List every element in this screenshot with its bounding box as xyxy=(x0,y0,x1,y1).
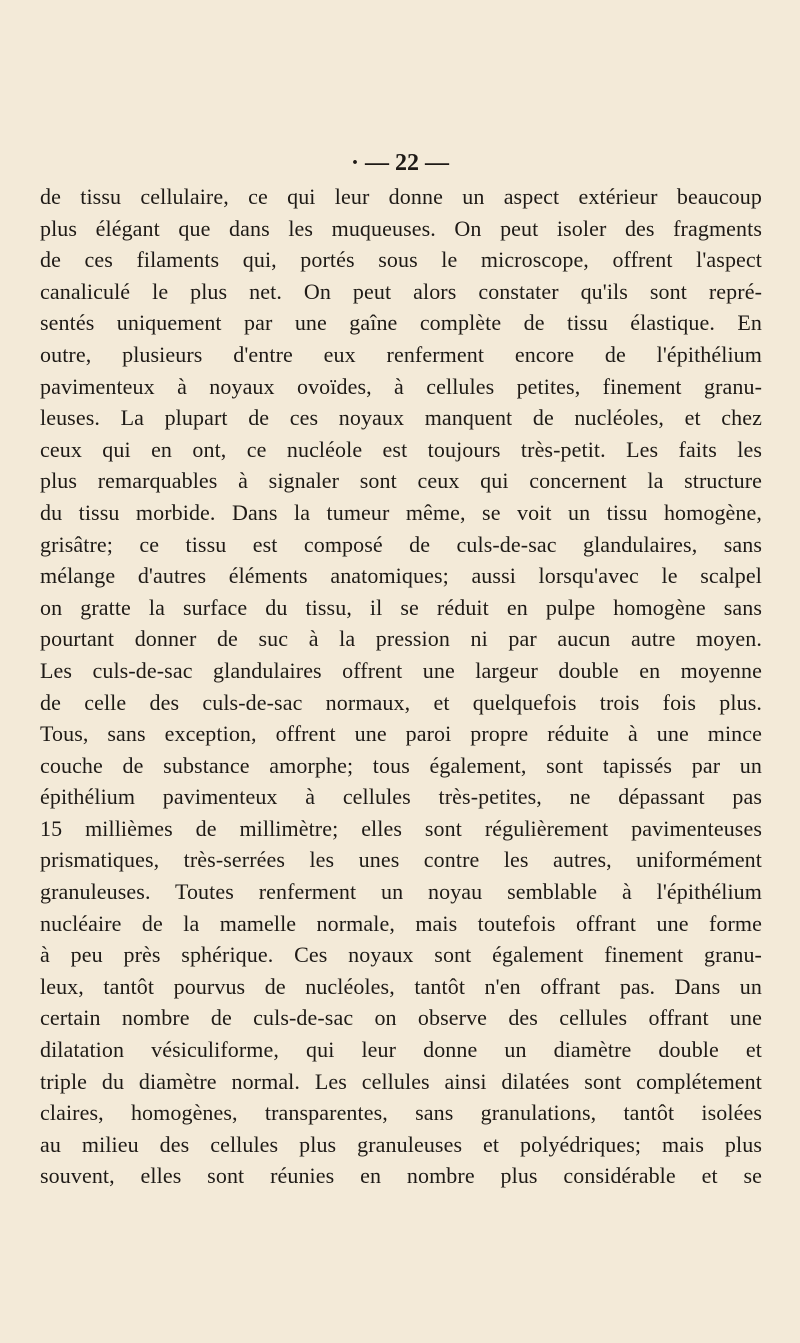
text-line: de tissu cellulaire, ce qui leur donne un aspect extérieur beaucoup xyxy=(40,184,762,209)
text-line: leuses. La plupart de ces noyaux manquent de nucléoles, et chez xyxy=(40,405,762,431)
text-line: sentés uniquement par une gaîne complète de tissu élastique. En xyxy=(40,310,762,336)
body-text xyxy=(40,181,762,1192)
text-line: couche de substance amorphe; tous également, sont tapissés par un xyxy=(40,752,762,778)
text-line: prismatiques, très-serrées les unes contre les autres, uniformément xyxy=(40,847,762,873)
text-line: Les culs-de-sac glandulaires offrent une largeur double en moyenne xyxy=(40,657,762,683)
text-line: dilatation vésiculiforme, qui leur donne un diamètre double et xyxy=(40,1037,762,1063)
text-line: au milieu des cellules plus granuleuses et polyédriques; mais plus xyxy=(40,1131,762,1157)
text-line: grisâtre; ce tissu est composé de culs-de-sac glandulaires, sans xyxy=(40,531,762,557)
text-line: nucléaire de la mamelle normale, mais toutefois offrant une forme xyxy=(40,910,762,936)
text-line: à peu près sphérique. Ces noyaux sont également finement granu- xyxy=(40,942,762,968)
text-line: pavimenteux à noyaux ovoïdes, à cellules petites, finement granu- xyxy=(40,373,762,399)
text-line: de celle des culs-de-sac normaux, et quelquefois trois fois plus. xyxy=(40,689,762,715)
text-line: mélange d'autres éléments anatomiques; aussi lorsqu'avec le scalpel xyxy=(40,563,762,589)
text-line: de ces filaments qui, portés sous le microscope, offrent l'aspect xyxy=(40,247,762,273)
text-line: pourtant donner de suc à la pression ni par aucun autre moyen. xyxy=(40,626,762,652)
text-line: claires, homogènes, transparentes, sans granulations, tantôt isolées xyxy=(40,1100,762,1126)
text-line: triple du diamètre normal. Les cellules ainsi dilatées sont complétement xyxy=(40,1068,762,1094)
text-line: souvent, elles sont réunies en nombre plus considérable et se xyxy=(40,1163,762,1189)
text-line: plus remarquables à signaler sont ceux qui concernent la structure xyxy=(40,468,762,494)
text-line: certain nombre de culs-de-sac on observe des cellules offrant une xyxy=(40,1005,762,1031)
text-line: outre, plusieurs d'entre eux renferment encore de l'épithélium xyxy=(40,341,762,367)
text-line: leux, tantôt pourvus de nucléoles, tantôt n'en offrant pas. Dans un xyxy=(40,973,762,999)
text-line: épithélium pavimenteux à cellules très-petites, ne dépassant pas xyxy=(40,784,762,810)
text-line: canaliculé le plus net. On peut alors constater qu'ils sont repré- xyxy=(40,278,762,304)
text-line: plus élégant que dans les muqueuses. On peut isoler des fragments xyxy=(40,215,762,241)
text-line: on gratte la surface du tissu, il se réduit en pulpe homogène sans xyxy=(40,594,762,620)
page-number: · — 22 — xyxy=(350,150,449,176)
text-line: 15 millièmes de millimètre; elles sont régulièrement pavimenteuses xyxy=(40,815,762,841)
text-line: granuleuses. Toutes renferment un noyau semblable à l'épithélium xyxy=(40,879,762,905)
text-line: du tissu morbide. Dans la tumeur même, se voit un tissu homogène, xyxy=(40,499,762,525)
text-line: Tous, sans exception, offrent une paroi propre réduite à une mince xyxy=(40,721,762,747)
text-line: ceux qui en ont, ce nucléole est toujours très-petit. Les faits les xyxy=(40,436,762,462)
